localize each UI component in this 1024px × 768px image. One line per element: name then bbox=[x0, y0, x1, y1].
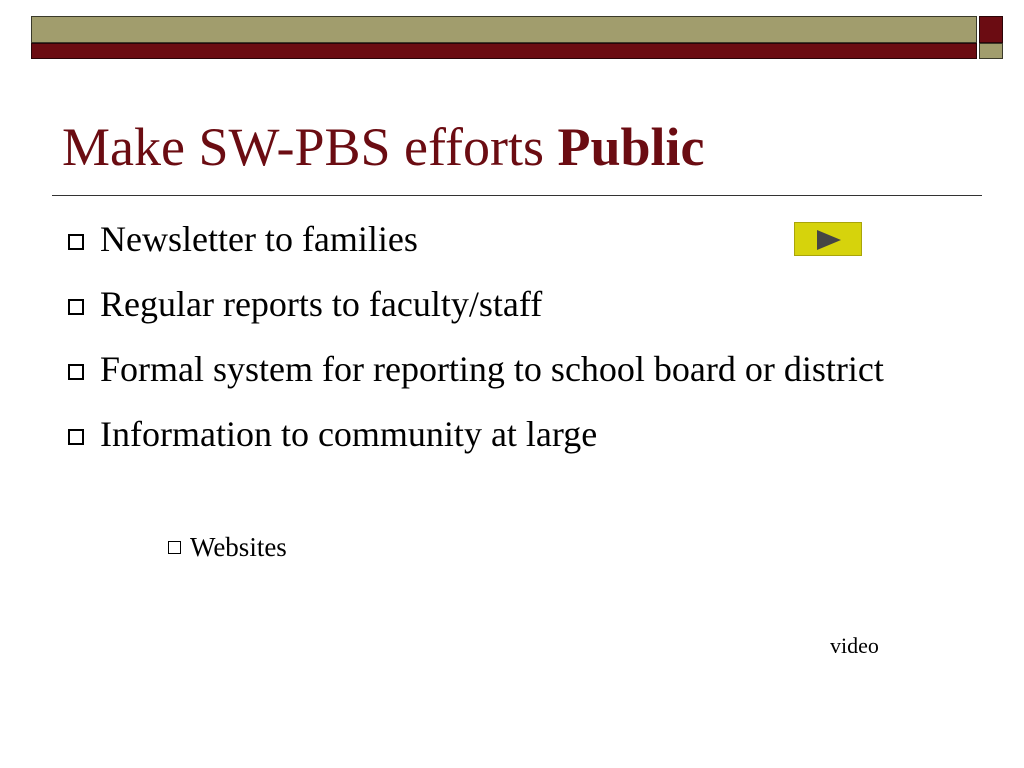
bullet-item bbox=[62, 344, 982, 394]
header-corner-maroon bbox=[979, 16, 1003, 43]
bullet-text: Regular reports to faculty/staff bbox=[100, 284, 543, 324]
bullet-text: Information to community at large bbox=[100, 414, 598, 454]
title-divider bbox=[52, 195, 982, 196]
bullet-item bbox=[62, 409, 982, 459]
hollow-square-bullet-icon bbox=[68, 429, 84, 445]
video-link[interactable]: video bbox=[830, 633, 879, 658]
slide-title-bold: Public bbox=[557, 117, 705, 177]
hollow-square-bullet-icon bbox=[68, 234, 84, 250]
play-button[interactable] bbox=[794, 222, 862, 256]
sub-bullet-text: Websites bbox=[190, 532, 287, 562]
hollow-square-bullet-icon bbox=[68, 299, 84, 315]
play-icon bbox=[817, 230, 841, 250]
header-band-maroon bbox=[31, 43, 977, 59]
hollow-square-bullet-icon bbox=[68, 364, 84, 380]
header-corner-olive bbox=[979, 43, 1003, 59]
sub-bullet-item bbox=[168, 530, 287, 564]
bullet-text: Newsletter to families bbox=[100, 219, 418, 259]
bullet-item bbox=[62, 279, 982, 329]
bullet-text: Formal system for reporting to school board or district bbox=[100, 349, 884, 389]
slide-title-regular: Make SW-PBS efforts bbox=[62, 117, 558, 177]
sub-bullet-list bbox=[168, 530, 287, 564]
header-band-olive bbox=[31, 16, 977, 43]
slide-title bbox=[62, 112, 705, 182]
hollow-square-bullet-icon bbox=[168, 541, 181, 554]
